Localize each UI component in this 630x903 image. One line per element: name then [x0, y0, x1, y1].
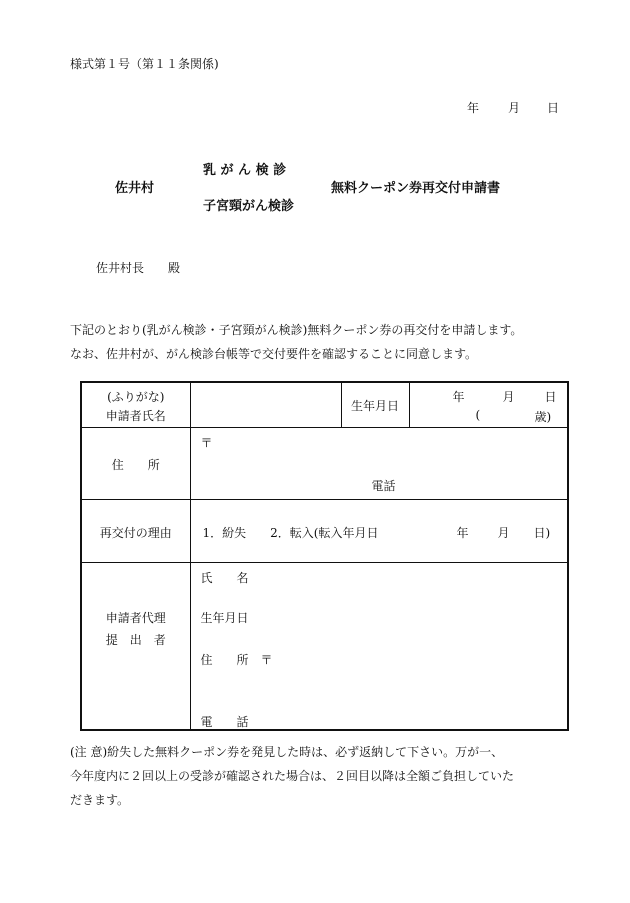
reason-options[interactable]: 1．紛失 2．転入(転入年月日	[202, 525, 379, 540]
page-title: 無料クーポン券再交付申請書	[331, 181, 501, 196]
row-address	[81, 427, 568, 499]
reason-label-cell	[81, 499, 190, 562]
applicant-label-cell	[81, 382, 190, 427]
body-text-line1: 下記のとおり(乳がん検診・子宮頸がん検診)無料クーポン券の再交付を申請します。	[70, 323, 523, 337]
row-applicant	[81, 382, 568, 427]
proxy-label-line1: 申請者代理	[105, 610, 166, 625]
applicant-name-field[interactable]	[190, 382, 341, 427]
reason-month-label: 月	[497, 525, 510, 540]
application-table	[80, 381, 569, 731]
birthdate-label-cell	[341, 382, 409, 427]
body-text-line2: なお、佐井村が、がん検診台帳等で交付要件を確認することに同意します。	[70, 347, 478, 361]
addressee: 佐井村長 殿	[96, 261, 181, 275]
address-label: 住 所	[111, 457, 160, 472]
applicant-name-label: 申請者氏名	[105, 409, 166, 423]
note-text	[70, 740, 590, 812]
date-month-label: 月	[508, 101, 521, 115]
birthdate-label: 生年月日	[350, 399, 399, 413]
title-exam-line1: 乳 が ん 検 診	[203, 163, 287, 178]
age-close: 歳)	[534, 410, 552, 424]
birthdate-field[interactable]	[409, 382, 568, 427]
reason-label: 再交付の理由	[99, 525, 172, 540]
phone-label: 電話	[371, 478, 396, 493]
furigana-label: (ふりがな)	[107, 390, 165, 404]
age-open: (	[475, 408, 481, 422]
note-line3: だきます。	[70, 793, 130, 807]
note-line2: 今年度内に２回以上の受診が確認された場合は、２回目以降は全額ご負担していた	[70, 769, 515, 783]
title-exam-line2: 子宮頸がん検診	[203, 199, 295, 214]
form-number: 様式第１号（第１１条関係)	[70, 57, 219, 71]
proxy-birthdate-label: 生年月日	[200, 610, 249, 625]
proxy-address-label: 住 所 〒	[200, 652, 273, 667]
birth-month-label: 月	[502, 390, 515, 404]
reason-day-label: 日)	[533, 525, 551, 540]
postal-mark: 〒	[200, 435, 213, 450]
reason-year-label: 年	[456, 525, 469, 540]
note-line1: (注 意)紛失した無料クーポン券を発見した時は、必ず返納して下さい。万が一、	[70, 745, 504, 759]
row-proxy	[81, 562, 568, 730]
address-label-cell	[81, 427, 190, 499]
reason-field[interactable]	[190, 499, 568, 562]
proxy-field[interactable]	[190, 562, 568, 730]
date-year-label: 年	[467, 101, 480, 115]
body-text	[70, 318, 590, 366]
address-field[interactable]	[190, 427, 568, 499]
proxy-label-line2: 提 出 者	[105, 632, 166, 647]
proxy-phone-label: 電 話	[200, 714, 249, 729]
proxy-name-label: 氏 名	[200, 570, 249, 585]
title-village: 佐井村	[115, 181, 155, 196]
row-reason	[81, 499, 568, 562]
birth-day-label: 日	[544, 390, 557, 404]
birth-year-label: 年	[452, 390, 465, 404]
date-day-label: 日	[547, 101, 560, 115]
proxy-label-cell	[81, 562, 190, 730]
